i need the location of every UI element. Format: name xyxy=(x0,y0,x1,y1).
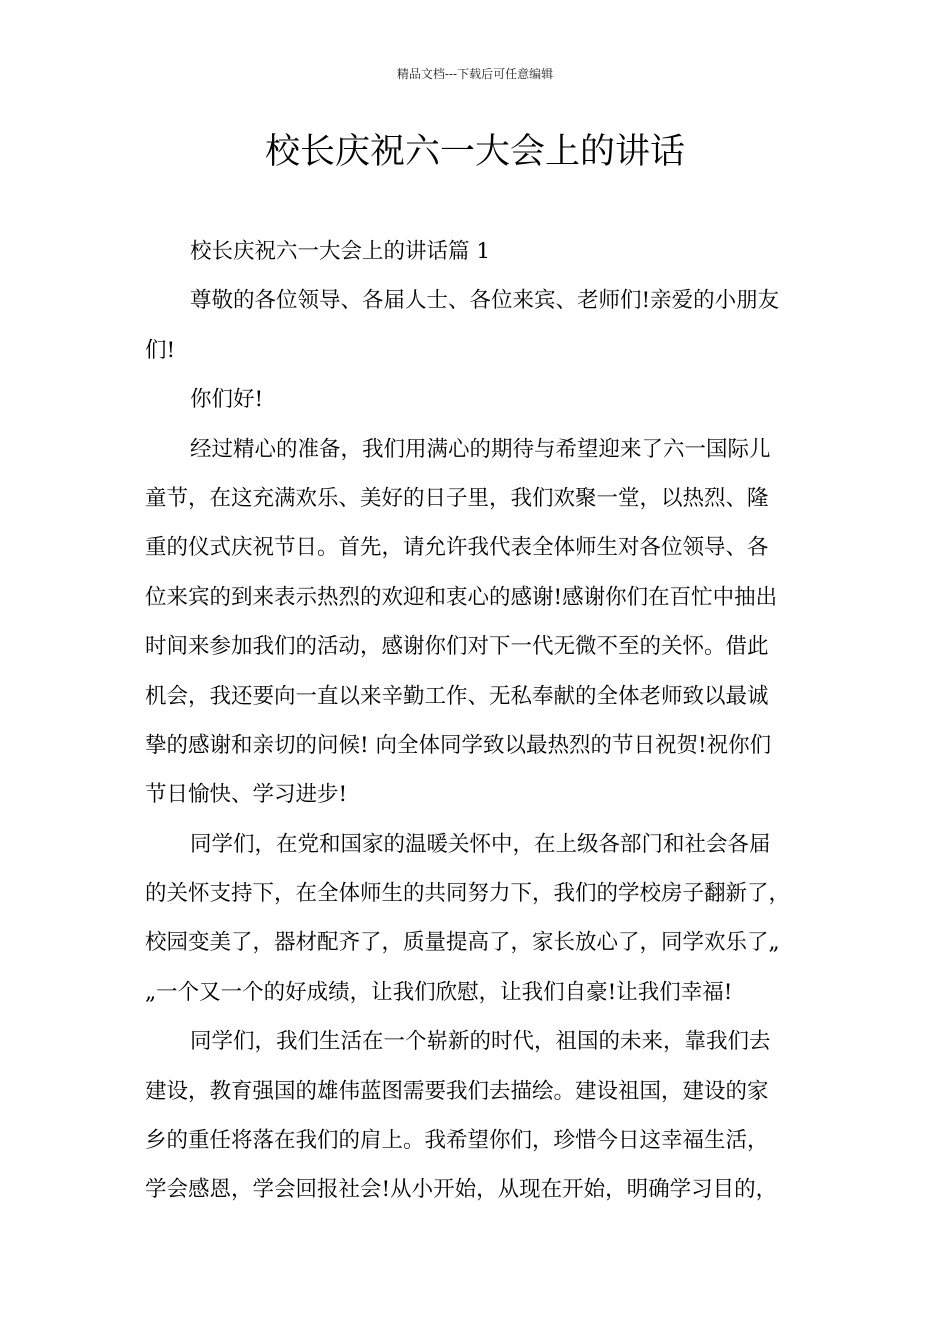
text-line: 时间来参加我们的活动，感谢你们对下一代无微不至的关怀。借此 xyxy=(145,634,769,660)
text-line: 乡的重任将落在我们的肩上。我希望你们，珍惜今日这幸福生活， xyxy=(145,1128,769,1154)
text-line: 的关怀支持下，在全体师生的共同努力下，我们的学校房子翻新了， xyxy=(145,881,791,907)
text-line: 建设，教育强国的雄伟蓝图需要我们去描绘。建设祖国，建设的家 xyxy=(145,1078,769,1104)
text-line: 尊敬的各位领导、各届人士、各位来宾、老师们!亲爱的小朋友 xyxy=(190,288,780,314)
text-line: 位来宾的到来表示热烈的欢迎和衷心的感谢!感谢你们在百忙中抽出 xyxy=(145,584,778,610)
text-line: „一个又一个的好成绩，让我们欣慰，让我们自豪!让我们幸福! xyxy=(145,979,733,1005)
text-line: 们! xyxy=(145,337,176,363)
text-line: 同学们，在党和国家的温暖关怀中，在上级各部门和社会各届 xyxy=(190,831,771,857)
text-line: 童节，在这充满欢乐、美好的日子里，我们欢聚一堂，以热烈、隆 xyxy=(145,485,769,511)
page-header: 精品文档---下载后可任意编辑 xyxy=(396,67,554,81)
text-line: 挚的感谢和亲切的问候! 向全体同学致以最热烈的节日祝贺!祝你们 xyxy=(145,732,772,758)
text-line: 同学们，我们生活在一个崭新的时代，祖国的未来，靠我们去 xyxy=(190,1029,771,1055)
text-line: 重的仪式庆祝节日。首先，请允许我代表全体师生对各位领导、各 xyxy=(145,535,769,561)
document-title: 校长庆祝六一大会上的讲话 xyxy=(264,132,685,172)
text-line: 机会，我还要向一直以来辛勤工作、无私奉献的全体老师致以最诚 xyxy=(145,683,769,709)
text-line: 校园变美了，器材配齐了，质量提高了，家长放心了，同学欢乐了„ xyxy=(145,930,780,956)
document-body xyxy=(145,232,815,1220)
text-line: 校长庆祝六一大会上的讲话篇 1 xyxy=(190,239,491,264)
text-line: 节日愉快、学习进步! xyxy=(145,782,348,808)
text-line: 学会感恩，学会回报社会!从小开始，从现在开始，明确学习目的， xyxy=(145,1177,778,1203)
text-line: 你们好! xyxy=(190,387,264,413)
text-line: 经过精心的准备，我们用满心的期待与希望迎来了六一国际儿 xyxy=(190,436,771,462)
